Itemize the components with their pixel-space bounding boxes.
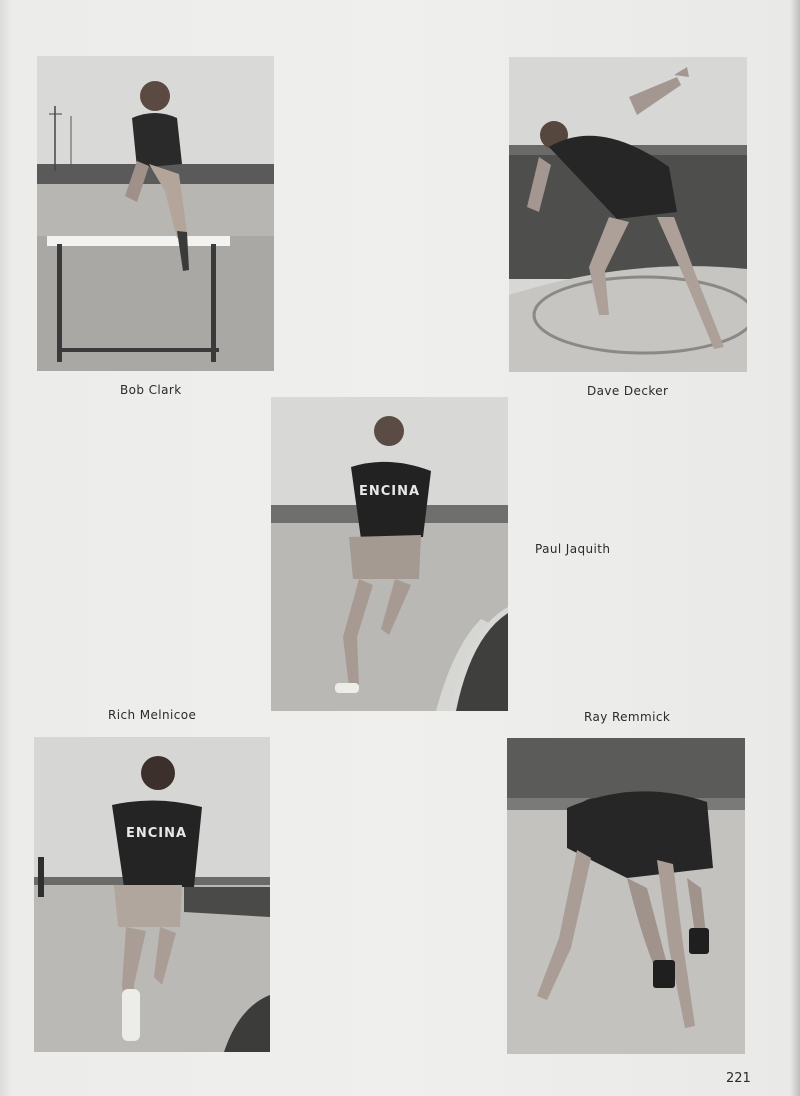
caption-paul-jaquith: Paul Jaquith	[535, 542, 611, 556]
photo-rich-melnicoe	[34, 737, 270, 1052]
caption-bob-clark: Bob Clark	[120, 383, 182, 397]
photo-bob-clark	[37, 56, 274, 371]
photo-ray-remmick	[507, 738, 745, 1054]
caption-dave-decker: Dave Decker	[587, 384, 669, 398]
jersey-text-paul: ENCINA	[359, 484, 421, 499]
page-number: 221	[726, 1071, 751, 1086]
photo-paul-jaquith	[271, 397, 508, 711]
caption-rich-melnicoe: Rich Melnicoe	[108, 708, 197, 722]
photo-dave-decker	[509, 57, 747, 372]
caption-ray-remmick: Ray Remmick	[584, 710, 671, 724]
jersey-text-rich: ENCINA	[126, 826, 188, 841]
